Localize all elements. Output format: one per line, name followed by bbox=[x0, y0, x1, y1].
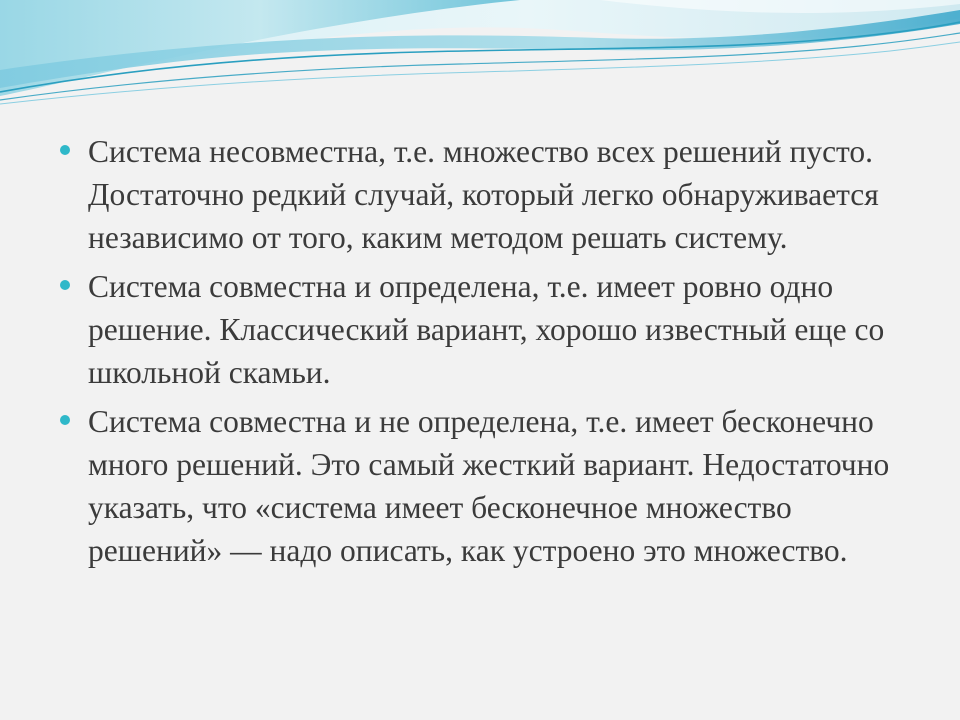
bullet-list bbox=[58, 130, 918, 578]
wave-header-decoration bbox=[0, 0, 960, 120]
bullet-text: Система несовместна, т.е. множество всех решений пусто. Достаточно редкий случай, который легко обнаруживается независимо от того, каким методом решать систему. bbox=[88, 134, 879, 255]
bullet-item-indeterminate bbox=[58, 400, 918, 572]
bullet-icon bbox=[60, 145, 70, 155]
bullet-item-determined bbox=[58, 265, 918, 394]
bullet-icon bbox=[60, 415, 70, 425]
bullet-item-inconsistent bbox=[58, 130, 918, 259]
bullet-icon bbox=[60, 280, 70, 290]
bullet-text: Система совместна и определена, т.е. имеет ровно одно решение. Классический вариант, хорошо известный еще со школьной скамьи. bbox=[88, 269, 885, 390]
bullet-text: Система совместна и не определена, т.е. имеет бесконечно много решений. Это самый жесткий вариант. Недостаточно указать, что «система имеет бесконечное множество решений» — надо описать, как устроено это множество. bbox=[88, 404, 890, 568]
